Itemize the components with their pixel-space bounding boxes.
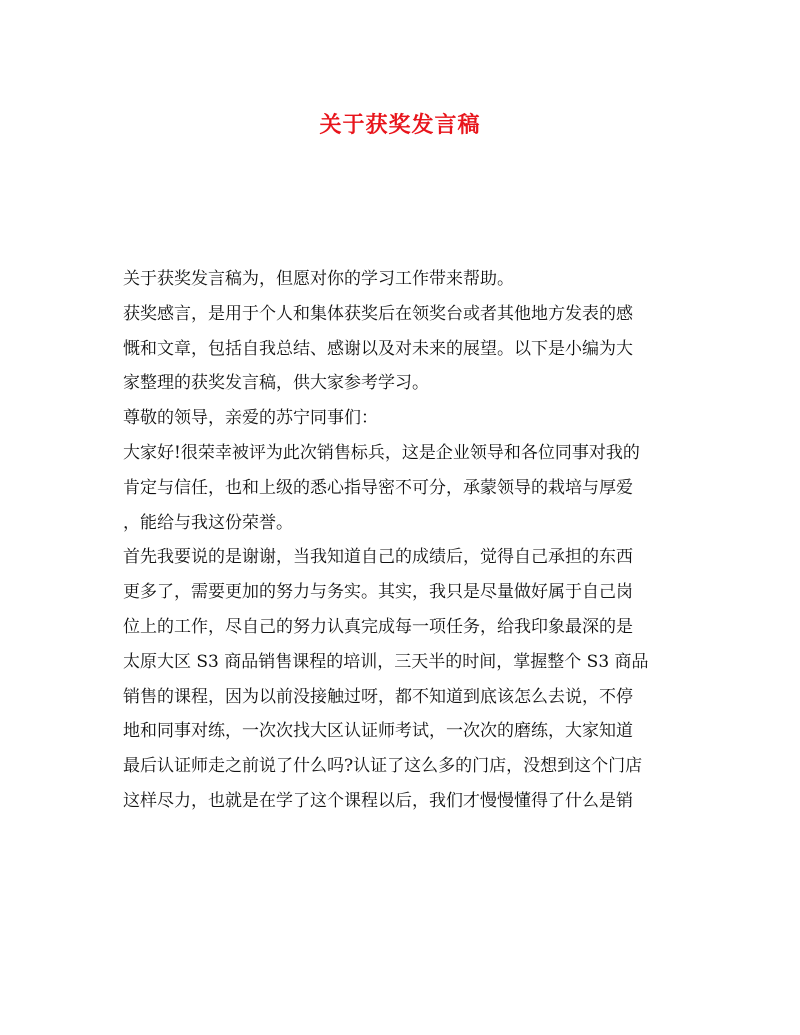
text-line: 慨和文章，包括自我总结、感谢以及对未来的展望。以下是小编为大 [123, 338, 633, 359]
text-line: ，能给与我这份荣誉。 [123, 512, 293, 533]
text-line: 最后认证师走之前说了什么吗?认证了这么多的门店，没想到这个门店 [123, 756, 643, 777]
text-line: 更多了，需要更加的努力与务实。其实，我只是尽量做好属于自己岗 [123, 582, 633, 603]
text-line: 销售的课程，因为以前没接触过呀，都不知道到底该怎么去说，不停 [123, 686, 633, 707]
text-line: 家整理的获奖发言稿，供大家参考学习。 [123, 373, 429, 394]
text-line: 大家好!很荣幸被评为此次销售标兵，这是企业领导和各位同事对我的 [123, 442, 640, 463]
text-line: 关于获奖发言稿为，但愿对你的学习工作带来帮助。 [123, 269, 514, 289]
text-line: 获奖感言，是用于个人和集体获奖后在领奖台或者其他地方发表的感 [123, 303, 633, 324]
text-line: 尊敬的领导，亲爱的苏宁同事们： [123, 408, 378, 429]
text-line: 这样尽力，也就是在学了这个课程以后，我们才慢慢懂得了什么是销 [123, 790, 633, 811]
text-line: 首先我要说的是谢谢，当我知道自己的成绩后，觉得自己承担的东西 [123, 547, 633, 568]
document-title: 关于获奖发言稿 [319, 112, 481, 138]
text-line: 太原大区 S3 商品销售课程的培训，三天半的时间，掌握整个 S3 商品 [123, 651, 649, 672]
text-line: 肯定与信任，也和上级的悉心指导密不可分，承蒙领导的栽培与厚爱 [123, 477, 633, 498]
text-line: 位上的工作，尽自己的努力认真完成每一项任务，给我印象最深的是 [123, 616, 633, 637]
document-body [123, 262, 683, 819]
text-line: 地和同事对练，一次次找大区认证师考试，一次次的磨练，大家知道 [123, 721, 633, 742]
